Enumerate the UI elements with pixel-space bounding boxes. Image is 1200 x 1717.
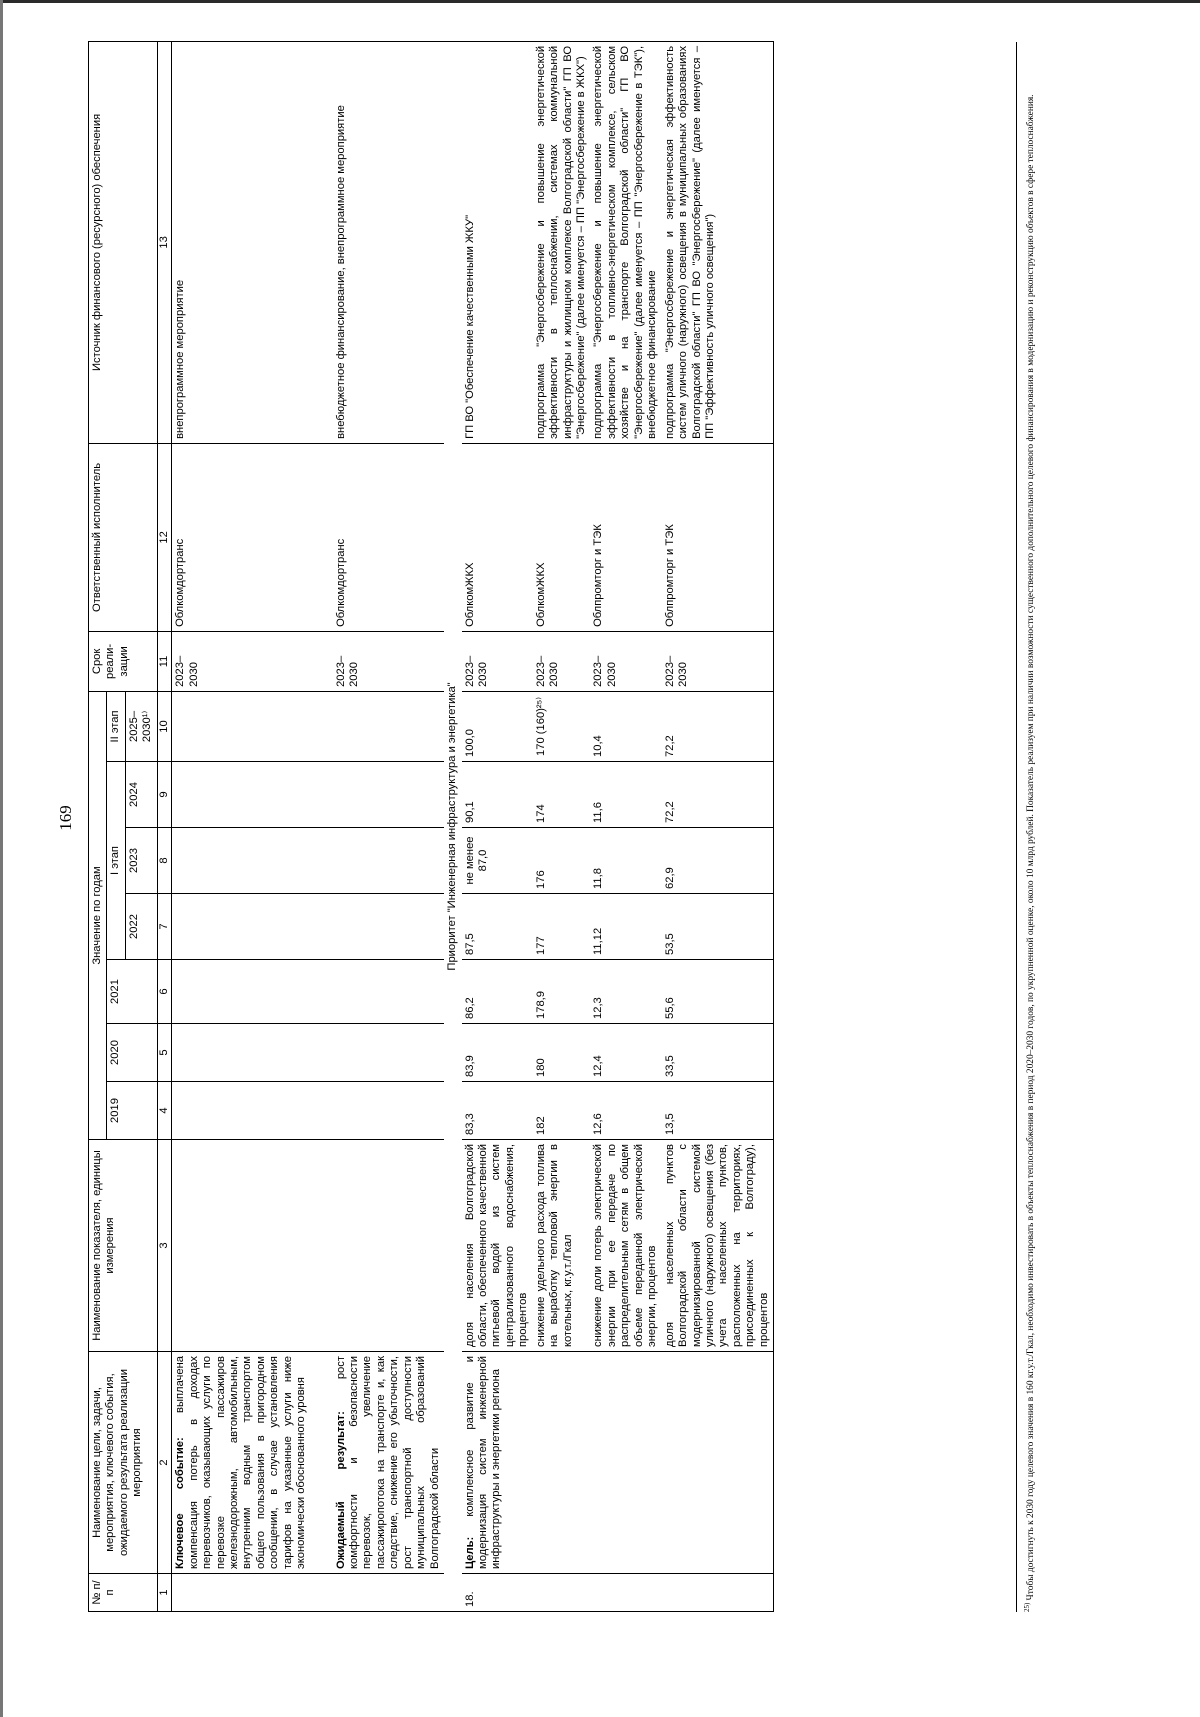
header-executor: Ответственный исполнитель <box>89 443 158 631</box>
footnote-divider <box>1016 42 1017 1612</box>
expected-result-executor: Облкомдортранс <box>333 443 445 631</box>
value-2022: 53,5 <box>662 894 774 960</box>
header-2020: 2020 <box>107 1024 157 1082</box>
header-period: Срок реали-зации <box>89 631 158 691</box>
value-2023: 176 <box>533 828 591 894</box>
header-indicator: Наименование показателя, единицы измерения <box>89 1140 158 1352</box>
indicator-row <box>533 41 591 1611</box>
value-2020: 180 <box>533 1024 591 1082</box>
col-number: 2 <box>157 1352 171 1574</box>
value-2019: 83,3 <box>462 1082 533 1140</box>
indicator-name: снижение доли потерь электрической энергии при ее передаче по распределительным сетям в общем объеме переданной электрической энергии, процентов <box>590 1140 661 1352</box>
value-2023: не менее 87,0 <box>462 828 533 894</box>
key-event-source: внепрограммное мероприятие <box>172 41 311 443</box>
priority-row <box>444 41 461 1611</box>
expected-result-source: внебюджетное финансирование, внепрограммное мероприятие <box>333 41 445 443</box>
page-number: 169 <box>56 805 75 831</box>
executor: Облпромторг и ТЭК <box>662 443 774 631</box>
header-2019: 2019 <box>107 1082 157 1140</box>
expected-result-row <box>333 41 445 1611</box>
col-number: 5 <box>157 1024 171 1082</box>
value-2020: 83,9 <box>462 1024 533 1082</box>
period: 2023–2030 <box>533 631 591 691</box>
indicator-name: доля населения Волгоградской области, обеспеченного качественной питьевой водой из систем централизованного водоснабжения, процентов <box>462 1140 533 1352</box>
value-2024: 11,6 <box>590 762 661 828</box>
value-2022: 177 <box>533 894 591 960</box>
header-2023: 2023 <box>125 828 157 894</box>
column-numbers-row <box>157 41 171 1611</box>
value-2025-2030: 10,4 <box>590 691 661 761</box>
value-2021: 12,3 <box>590 960 661 1024</box>
key-event-row <box>172 41 311 1611</box>
expected-result-text: Ожидаемый результат: рост комфортности и безопасности перевозок, увеличение пассажиропотока на транспорте и, как следствие, снижение его убыточности, рост транспортной доступности муниципальных образований Волгоградской области <box>333 1352 445 1574</box>
priority-heading: Приоритет "Инженерная инфраструктура и энергетика" <box>444 41 461 1611</box>
col-number: 10 <box>157 691 171 761</box>
value-2025-2030: 72,2 <box>662 691 774 761</box>
col-number: 13 <box>157 41 171 443</box>
value-2023: 62,9 <box>662 828 774 894</box>
indicator-row <box>590 41 661 1611</box>
header-stage-1: I этап <box>107 762 125 960</box>
funding-source: подпрограмма "Энергосбережение и энергетическая эффективность систем уличного (наружного) освещения в муниципальных образованиях Волгоградской области" ГП ВО "Энергосбережение" (далее именуется – ПП "Эффективность уличного освещения") <box>662 41 774 443</box>
header-values-by-year: Значение по годам <box>89 691 107 1139</box>
col-number: 11 <box>157 631 171 691</box>
value-2023: 11,8 <box>590 828 661 894</box>
header-2022: 2022 <box>125 894 157 960</box>
expected-result-period: 2023–2030 <box>333 631 445 691</box>
header-source: Источник финансового (ресурсного) обеспечения <box>89 41 158 443</box>
col-number: 8 <box>157 828 171 894</box>
goal-number: 18. <box>462 1574 533 1612</box>
header-num: № п/п <box>89 1574 158 1612</box>
funding-source: подпрограмма "Энергосбережение и повышение энергетической эффективности в теплоснабжении, системах коммунальной инфраструктуры и жилищном комплексе Волгоградской области" ГП ВО "Энергосбережение" (далее именуется – ПП "Энергосбережение в ЖКХ") <box>533 41 591 443</box>
rotated-page <box>56 42 1103 1612</box>
indicator-row <box>662 41 774 1611</box>
funding-source: подпрограмма "Энергосбережение и повышение энергетической эффективности в топливно-энергетическом комплексе, сельском хозяйстве и на транспорте Волгоградской области" ГП ВО "Энергосбережение" (далее именуется – ПП "Энергосбережение в ТЭК"), внебюджетное финансирование <box>590 41 661 443</box>
footnote-text: Чтобы достигнуть к 2030 году целевого значения в 160 кг.у.т./Гкал, необходимо инвестировать в объекты теплоснабжения в период 2020–2030 годов, по укрупненной оценке, около 10 млрд рублей. Показатель реализуем при наличии возможности существенного дополнительного целевого финансирования в модернизацию и реконструкцию объектов в сфере теплоснабжения. <box>1026 94 1037 1603</box>
value-2021: 55,6 <box>662 960 774 1024</box>
value-2019: 182 <box>533 1082 591 1140</box>
header-2024: 2024 <box>125 762 157 828</box>
value-2024: 90,1 <box>462 762 533 828</box>
goal-row-indicator-1 <box>462 41 533 1611</box>
indicator-name: снижение удельного расхода топлива на выработку тепловой энергии в котельных, кг.у.т./Гкал <box>533 1140 591 1352</box>
footnote <box>1022 42 1039 1612</box>
key-event-text: Ключевое событие: выплачена компенсация потерь в доходах перевозчиков, оказывающих услуги по перевозке пассажиров железнодорожным, автомобильным, внутренним водным транспортом общего пользования в пригородном сообщении, в случае установления тарифов на указанные услуги ниже экономически обоснованного уровня <box>172 1352 311 1574</box>
col-number: 4 <box>157 1082 171 1140</box>
col-number: 7 <box>157 894 171 960</box>
value-2019: 13,5 <box>662 1082 774 1140</box>
header-stage-2: II этап <box>107 691 125 761</box>
value-2021: 86,2 <box>462 960 533 1024</box>
value-2025-2030: 100,0 <box>462 691 533 761</box>
value-2022: 11,12 <box>590 894 661 960</box>
value-2025-2030: 170 (160)²⁵⁾ <box>533 691 591 761</box>
goal-text: Цель: комплексное развитие и модернизация систем инженерной инфраструктуры и энергетики региона <box>462 1352 533 1574</box>
value-2021: 178,9 <box>533 960 591 1024</box>
executor: ОблкомЖКХ <box>533 443 591 631</box>
value-2024: 174 <box>533 762 591 828</box>
scan-edge-left <box>0 0 3 1717</box>
executor: ОблкомЖКХ <box>462 443 533 631</box>
period: 2023–2030 <box>662 631 774 691</box>
indicator-name: доля населенных пунктов Волгоградской области с модернизированной системой уличного (наружного) освещения (без учета населенных пунктов, расположенных на территориях, присоединенных к Волгограду), процентов <box>662 1140 774 1352</box>
executor: Облпромторг и ТЭК <box>590 443 661 631</box>
col-number: 3 <box>157 1140 171 1352</box>
header-2025-2030: 2025–2030¹⁾ <box>125 691 157 761</box>
value-2022: 87,5 <box>462 894 533 960</box>
key-event-period: 2023–2030 <box>172 631 311 691</box>
value-2020: 12,4 <box>590 1024 661 1082</box>
header-2021: 2021 <box>107 960 157 1024</box>
value-2020: 33,5 <box>662 1024 774 1082</box>
period: 2023–2030 <box>462 631 533 691</box>
scan-edge-top <box>0 0 1200 3</box>
col-number: 9 <box>157 762 171 828</box>
footnote-mark: 25) <box>1023 1602 1031 1612</box>
funding-source: ГП ВО "Обеспечение качественными ЖКУ" <box>462 41 533 443</box>
col-number: 1 <box>157 1574 171 1612</box>
value-2024: 72,2 <box>662 762 774 828</box>
period: 2023–2030 <box>590 631 661 691</box>
value-2019: 12,6 <box>590 1082 661 1140</box>
indicators-table <box>88 41 774 1612</box>
col-number: 12 <box>157 443 171 631</box>
key-event-executor: Облкомдортранс <box>172 443 311 631</box>
header-name: Наименование цели, задачи, мероприятия, ключевого события, ожидаемого результата реализации мероприятия <box>89 1352 158 1574</box>
col-number: 6 <box>157 960 171 1024</box>
